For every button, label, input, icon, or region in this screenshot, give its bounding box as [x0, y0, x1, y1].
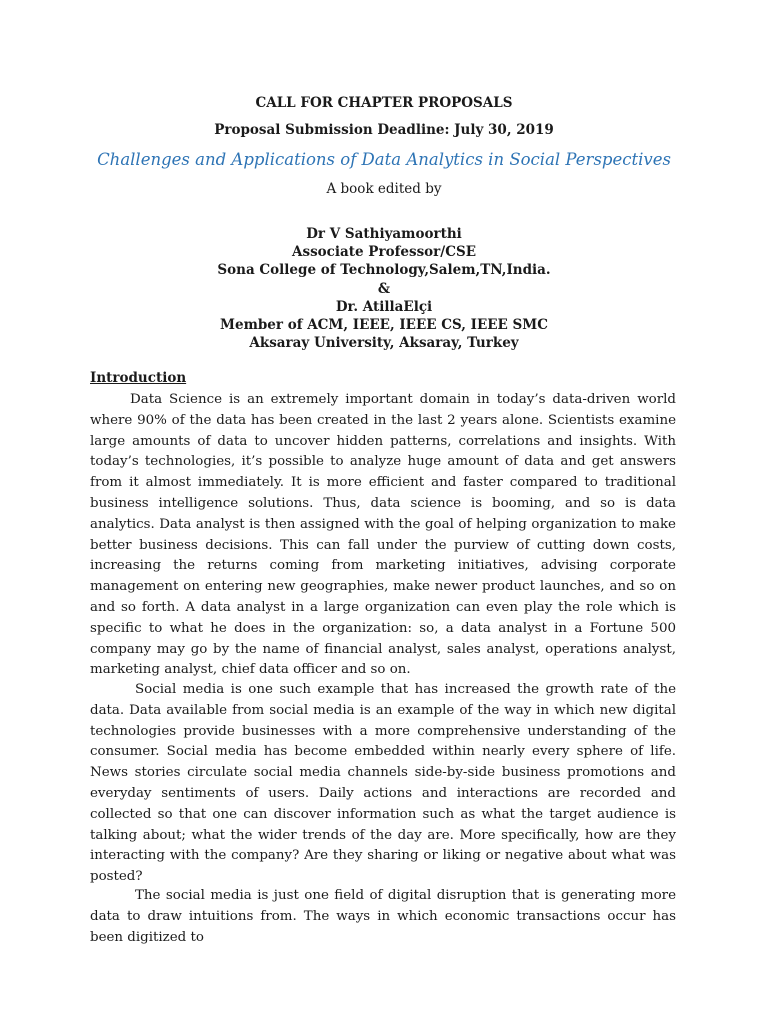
paragraph-text: The social media is just one field of digital disruption that is generating more data to draw intuitions from. The ways in which economic transactions occur has been digitized to [90, 888, 676, 945]
editors-block [0, 225, 768, 352]
editor-1-affiliation: Sona College of Technology,Salem,TN,India. [217, 262, 551, 279]
paragraph-text: Data Science is an extremely important domain in today’s data-driven world where 90% of the data has been created in the last 2 years alone. Scientists examine large amounts of data to uncover hidden patterns, correlations and insights. With today’s technologies, it’s possible to analyze huge amount of data and get answers from it almost immediately. It is more efficient and faster compared to traditional business intelligence solutions. Thus, data science is booming, and so is data analytics. Data analyst is then assigned with the goal of helping organization to make better business decisions. This can fall under the purview of cutting down costs, increasing the returns coming from marketing initiatives, advising corporate management on entering new geographies, make newer product launches, and so on and so forth. A data analyst in a large organization can even play the role which is specific to what he does in the organization: so, a data analyst in a Fortune 500 company may go by the name of financial analyst, sales analyst, operations analyst, marketing analyst, chief data officer and so on. [90, 392, 676, 678]
editor-2-affiliation: Aksaray University, Aksaray, Turkey [249, 335, 519, 352]
intro-paragraph-1 [90, 390, 676, 681]
editors-ampersand: & [377, 280, 391, 297]
editor-1-position: Associate Professor/CSE [292, 244, 476, 261]
call-for-proposals-heading: CALL FOR CHAPTER PROPOSALS [255, 95, 513, 111]
editor-2-memberships: Member of ACM, IEEE, IEEE CS, IEEE SMC [220, 317, 548, 334]
intro-paragraph-2 [90, 680, 676, 888]
book-title: Challenges and Applications of Data Analytics in Social Perspectives [97, 150, 671, 169]
edited-by-label: A book edited by [326, 181, 442, 197]
introduction-heading: Introduction [90, 370, 187, 386]
editor-1-name: Dr V Sathiyamoorthi [306, 226, 462, 242]
editor-2-name: Dr. AtillaElçi [335, 298, 433, 315]
intro-paragraph-3 [90, 886, 676, 948]
paragraph-text: Social media is one such example that has increased the growth rate of the data. Data available from social media is an example of the way in which new digital technologies provide businesses with a more comprehensive understanding of the consumer. Social media has become embedded within nearly every sphere of life. News stories circulate social media channels side-by-side business promotions and everyday sentiments of users. Daily actions and interactions are recorded and collected so that one can discover information such as what the target audience is talking about; what the wider trends of the day are. More specifically, how are they interacting with the company? Are they sharing or liking or negative about what was posted? [90, 682, 676, 885]
submission-deadline: Proposal Submission Deadline: July 30, 2019 [214, 122, 554, 138]
